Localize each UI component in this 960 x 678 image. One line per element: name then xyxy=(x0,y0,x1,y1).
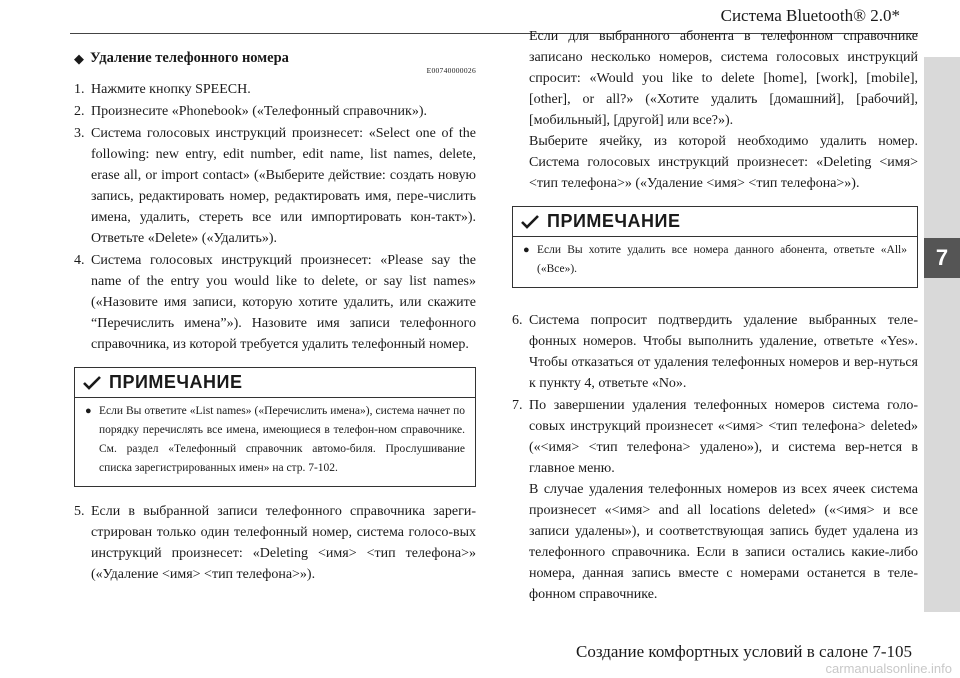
step-1 xyxy=(74,79,476,100)
step-6 xyxy=(512,310,918,394)
checkmark-icon xyxy=(83,376,101,390)
step-text: Нажмите кнопку SPEECH. xyxy=(91,82,251,97)
bullet-icon: ● xyxy=(85,405,92,417)
note-header xyxy=(513,207,917,237)
step-number: 3. xyxy=(74,126,85,141)
step-text: Если в выбранной записи телефонного справочника зареги-стрирован только один телефонный номер, система голосо-вых инструкций произнесет: «Deleting <имя> <тип телефона>» («Удаление <имя> <тип телефона>»). xyxy=(91,504,476,582)
note-body xyxy=(513,237,917,287)
chapter-side-tab xyxy=(924,57,960,612)
step-2 xyxy=(74,101,476,122)
section-code: E00740000026 xyxy=(426,66,476,75)
step-number: 7. xyxy=(512,398,523,413)
step-number: 1. xyxy=(74,82,85,97)
note-title: ПРИМЕЧАНИЕ xyxy=(547,211,681,231)
chapter-number-tab: 7 xyxy=(924,238,960,278)
note-text: Если Вы ответите «List names» («Перечислить имена»), система начнет по порядку перечислять все имена, имеющиеся в телефон-ном справочнике. См. раздел «Телефонный справочник автомо-биля. Прослушивание списка зарегистрированных имен» на стр. 7-102. xyxy=(99,405,465,474)
note-body xyxy=(75,398,475,486)
paragraph: Если для выбранного абонента в телефонном справочнике записано несколько номеров, система голосовых инструкций спросит: «Would you like to delete [home], [work], [mobile], [other], or all?» («Хотите удалить [домашний], [рабочий], [мобильный], [другой] или все?»). xyxy=(529,29,918,128)
note-title: ПРИМЕЧАНИЕ xyxy=(109,372,243,392)
step-text: Произнесите «Phonebook» («Телефонный справочник»). xyxy=(91,104,428,119)
page-header: Система Bluetooth® 2.0* xyxy=(720,6,900,25)
step-text: Система попросит подтвердить удаление выбранных теле-фонных номеров. Чтобы выполнить удаление, ответьте «Yes». Чтобы отказаться от удаления телефонных номеров и вер-нуться к пункту 4, ответьте «No». xyxy=(529,313,918,391)
diamond-icon: ◆ xyxy=(74,50,84,66)
page-footer: Создание комфортных условий в салоне 7-105 xyxy=(575,642,912,661)
right-column xyxy=(512,29,918,605)
bullet-icon: ● xyxy=(523,244,530,256)
step-text: Система голосовых инструкций произнесет: «Select one of the following: new entry, edit number, edit name, list names, delete, erase all, or import contact» («Выберите действие: создать новую запись, редактировать номер, редактировать имя, пере-числить имена, удалить, стереть все или импортировать кон-такт»). Ответьте «Delete» («Удалить»). xyxy=(91,126,476,246)
note-box-left xyxy=(74,367,476,487)
step-4 xyxy=(74,250,476,355)
step-3 xyxy=(74,123,476,249)
note-box-right xyxy=(512,206,918,288)
paragraph: Выберите ячейку, из которой необходимо удалить номер. Система голосовых инструкций произнесет: «Deleting <имя> <тип телефона>» («Удаление <имя> <тип телефона>»). xyxy=(529,134,918,191)
step-number: 4. xyxy=(74,253,85,268)
paragraph: В случае удаления телефонных номеров из всех ячеек система произнесет «<имя> and all locations deleted» («<имя> и все записи удалены»), и соответствующая запись будет удалена из телефонного справочника. Если в записи остались какие-либо номера, данная запись вместе с номерами останется в теле-фонном справочнике. xyxy=(529,482,918,602)
checkmark-icon xyxy=(521,215,539,229)
step-7 xyxy=(512,395,918,479)
left-column xyxy=(74,50,476,585)
watermark: carmanualsonline.info xyxy=(825,661,952,676)
step-text: Система голосовых инструкций произнесет: «Please say the name of the entry you would like to delete, or say list names» («Назовите имя записи, которую хотите удалить, или скажите “Перечислить имена”»). Назовите имя записи телефонного справочника, из которой требуется удалить телефонный номер. xyxy=(91,253,476,352)
section-title xyxy=(74,50,476,67)
note-text: Если Вы хотите удалить все номера данного абонента, ответьте «All» («Все»). xyxy=(537,244,907,275)
step-5 xyxy=(74,501,476,585)
step-number: 5. xyxy=(74,504,85,519)
step-text: По завершении удаления телефонных номеров система голо-совых инструкций произнесет «<имя> <тип телефона> deleted» («<имя> <тип телефона> удалено»), и система вер-нется в главное меню. xyxy=(529,398,918,476)
note-header xyxy=(75,368,475,398)
step-number: 6. xyxy=(512,313,523,328)
section-title-text: Удаление телефонного номера xyxy=(90,50,289,66)
step-number: 2. xyxy=(74,104,85,119)
